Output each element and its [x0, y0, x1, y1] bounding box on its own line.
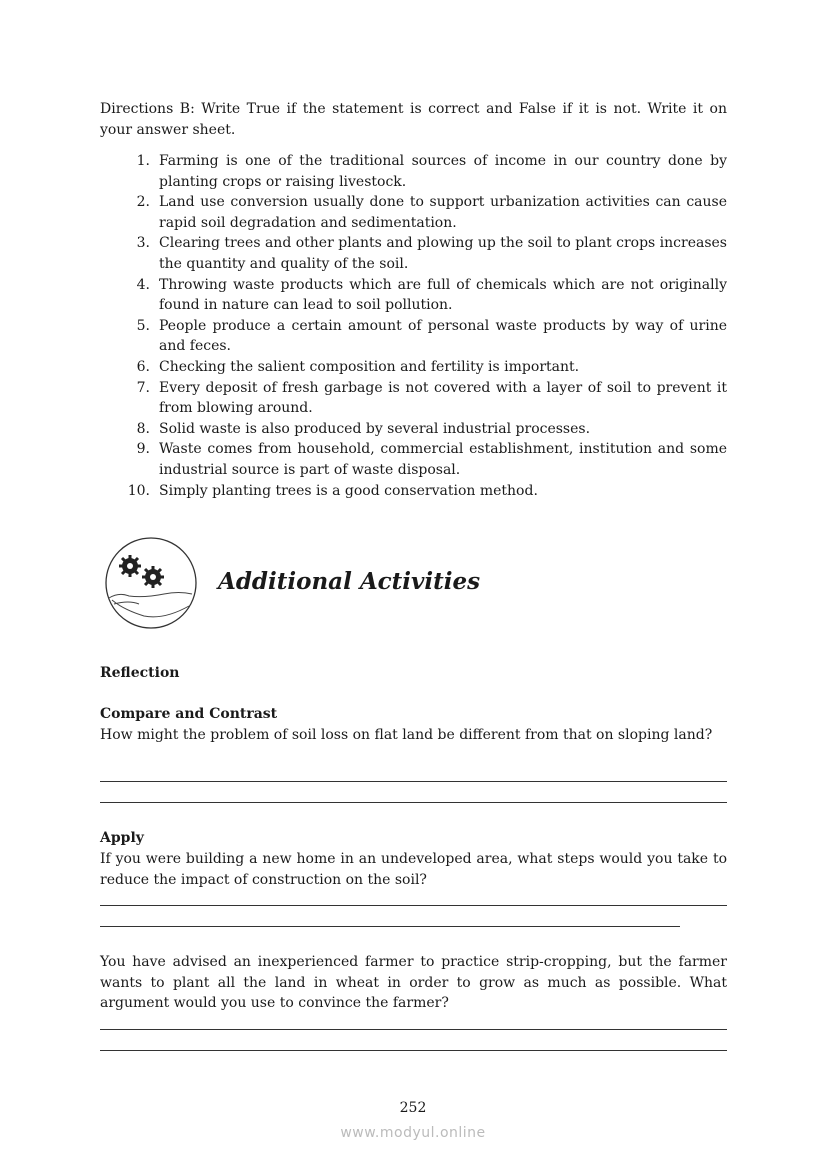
statement-item [100, 233, 727, 274]
answer-line[interactable] [100, 926, 680, 927]
reflection-heading: Reflection [100, 665, 180, 681]
statement-item [100, 439, 727, 480]
apply-question: If you were building a new home in an undeveloped area, what steps would you take to reduce the impact of construction on the soil? [100, 851, 727, 888]
item-number: 7. [136, 379, 150, 396]
gears-hand-icon [104, 536, 198, 630]
item-number: 6. [136, 358, 150, 375]
answer-line[interactable] [100, 781, 727, 782]
statement-list [100, 151, 727, 501]
item-text: Land use conversion usually done to support urbanization activities can cause rapid soil degradation and sedimentation. [159, 194, 727, 231]
answer-line[interactable] [100, 1050, 727, 1051]
statement-item [100, 378, 727, 419]
item-number: 4. [136, 276, 150, 293]
statement-item [100, 419, 727, 440]
compare-question: How might the problem of soil loss on flat land be different from that on sloping land? [100, 727, 713, 743]
item-text: Clearing trees and other plants and plowing up the soil to plant crops increases the quantity and quality of the soil. [159, 235, 727, 272]
item-text: Simply planting trees is a good conservation method. [159, 482, 538, 499]
section-title: Additional Activities [218, 568, 481, 595]
item-text: People produce a certain amount of personal waste products by way of urine and feces. [159, 317, 727, 355]
item-number: 10. [127, 482, 150, 499]
item-text: Waste comes from household, commercial establishment, institution and some industrial source is part of waste disposal. [159, 441, 727, 478]
statement-item [100, 481, 727, 502]
item-number: 2. [136, 194, 150, 211]
watermark: www.modyul.online [340, 1125, 486, 1141]
item-number: 8. [136, 420, 150, 437]
apply-heading: Apply [100, 830, 144, 846]
statement-item [100, 275, 727, 316]
compare-heading: Compare and Contrast [100, 706, 278, 722]
item-text: Checking the salient composition and fertility is important. [159, 358, 580, 375]
item-text: Every deposit of fresh garbage is not covered with a layer of soil to prevent it from blowing around. [159, 379, 727, 417]
directions-text: Directions B: Write True if the statement is correct and False if it is not. Write it on your answer sheet. [100, 101, 727, 138]
item-text: Throwing waste products which are full of chemicals which are not originally found in nature can lead to soil pollution. [159, 276, 727, 314]
page-number: 252 [399, 1100, 427, 1116]
item-number: 5. [136, 317, 150, 334]
item-number: 1. [136, 153, 150, 169]
item-number: 3. [136, 235, 150, 252]
item-text: Farming is one of the traditional sources of income in our country done by planting crops or raising livestock. [159, 153, 727, 190]
item-text: Solid waste is also produced by several industrial processes. [159, 420, 591, 437]
answer-line[interactable] [100, 905, 727, 906]
farmer-question: You have advised an inexperienced farmer to practice strip-cropping, but the farmer wants to plant all the land in wheat in order to grow as much as possible. What argument would you use to convince the farmer? [100, 954, 727, 1012]
item-number: 9. [136, 441, 150, 458]
answer-line[interactable] [100, 1029, 727, 1030]
statement-item [100, 151, 727, 192]
statement-item [100, 316, 727, 357]
statement-item [100, 192, 727, 233]
statement-item [100, 357, 727, 378]
answer-line[interactable] [100, 802, 727, 803]
